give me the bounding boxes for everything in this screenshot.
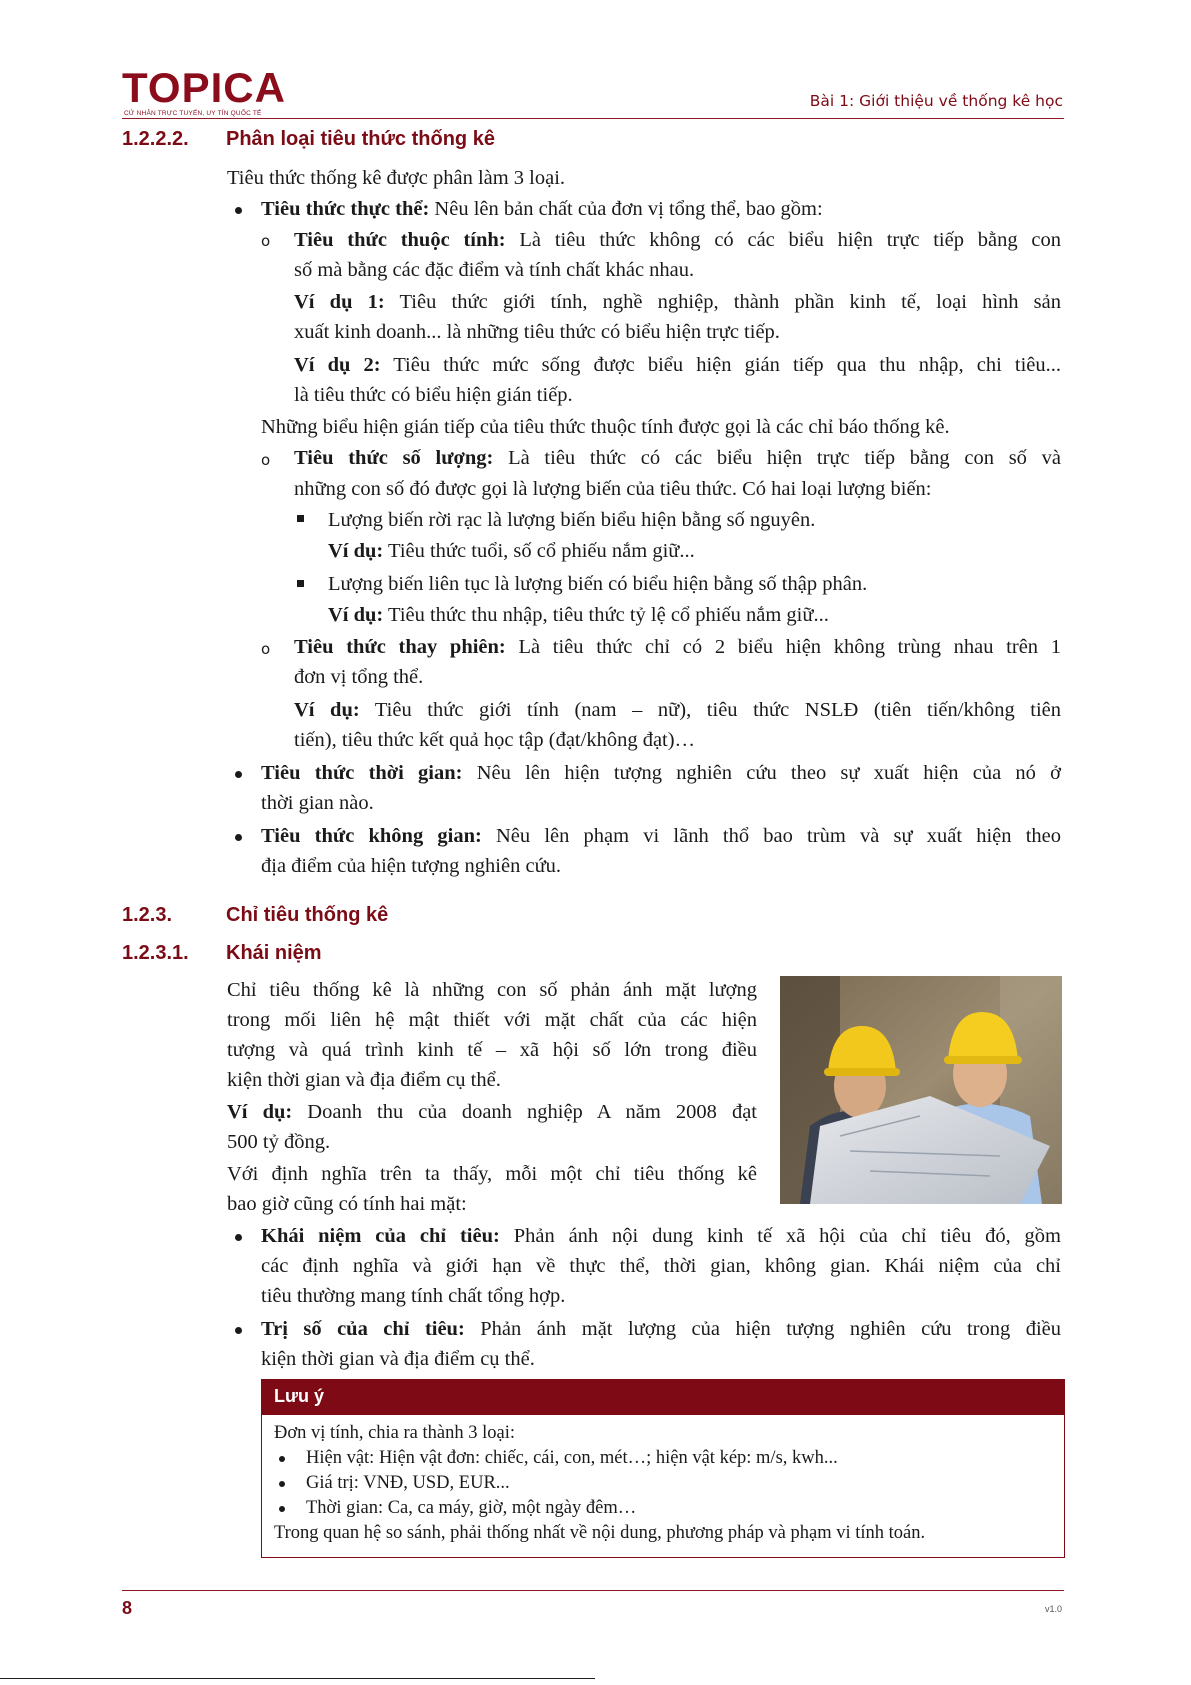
two-sides-line1: Với định nghĩa trên ta thấy, mỗi một chỉ tiêu thống kê [227,1163,757,1185]
bullet-tieu-thuc-thoi-gian-line2: thời gian nào. [261,792,374,814]
heading-1-2-3: 1.2.3. Chỉ tiêu thống kê [122,904,389,926]
definition-line1: Chỉ tiêu thống kê là những con số phản ánh mặt lượng [227,979,757,1001]
sub-bullet-circle: o [261,451,271,469]
logo-tagline: CỬ NHÂN TRỰC TUYẾN, UY TÍN QUỐC TẾ [124,110,262,117]
discrete-variable-text: Lượng biến rời rạc là lượng biến biểu hiện bằng số nguyên. [328,509,816,531]
heading-1-2-2-2: 1.2.2.2. Phân loại tiêu thức thống kê [122,128,495,150]
example-3-line1: Ví dụ: Tiêu thức giới tính (nam – nữ), tiêu thức NSLĐ (tiên tiến/không tiên [294,699,1061,721]
note-item-time: Thời gian: Ca, ca máy, giờ, một ngày đêm… [306,1498,637,1518]
example-1-line1: Ví dụ 1: Tiêu thức giới tính, nghề nghiệp, thành phần kinh tế, loại hình sản [294,291,1061,313]
concept-of-indicator-line1: Khái niệm của chỉ tiêu: Phản ánh nội dung kinh tế xã hội của chỉ tiêu đó, gồm [261,1225,1062,1247]
sub-bullet-circle: o [261,640,271,658]
topica-logo [122,64,286,120]
definition-line4: kiện thời gian và địa điểm cụ thể. [227,1069,501,1091]
engineers-photo [780,976,1062,1204]
discrete-example: Ví dụ: Tiêu thức tuổi, số cổ phiếu nắm giữ... [328,540,695,562]
sub-tieu-thuc-thuoc-tinh-line1: Tiêu thức thuộc tính: Là tiêu thức không có các biểu hiện trực tiếp bằng con [294,229,1061,251]
note-line-comparison: Trong quan hệ so sánh, phải thống nhất về nội dung, phương pháp và phạm vi tính toán. [274,1523,926,1543]
indicator-value-line2: kiện thời gian và địa điểm cụ thể. [261,1348,535,1370]
indirect-indicator-note: Những biểu hiện gián tiếp của tiêu thức thuộc tính được gọi là các chỉ báo thống kê. [261,416,950,438]
two-sides-line2: bao giờ cũng có tính hai mặt: [227,1193,467,1215]
version-label: v1.0 [1044,1604,1062,1614]
bullet-dot [235,771,242,778]
square-bullet [297,580,304,587]
concept-of-indicator-line3: tiêu thường mang tính chất tổng hợp. [261,1285,566,1307]
sub-tieu-thuc-thay-phien-line1: Tiêu thức thay phiên: Là tiêu thức chỉ có 2 biểu hiện không trùng nhau trên 1 [294,636,1061,658]
sub-tieu-thuc-thay-phien-line2: đơn vị tổng thể. [294,666,424,688]
sub-tieu-thuc-so-luong-line1: Tiêu thức số lượng: Là tiêu thức có các biểu hiện trực tiếp bằng con số và [294,447,1062,469]
revenue-example-line1: Ví dụ: Doanh thu của doanh nghiệp A năm 2008 đạt [227,1101,757,1123]
bullet-dot [235,834,242,841]
page-number: 8 [122,1598,133,1618]
example-2-line1: Ví dụ 2: Tiêu thức mức sống được biểu hiện gián tiếp qua thu nhập, chi tiêu... [294,354,1061,376]
bullet-dot [235,207,242,214]
intro-text: Tiêu thức thống kê được phân làm 3 loại. [227,167,566,189]
definition-line3: tượng và quá trình kinh tế – xã hội số lớn trong điều [227,1039,757,1061]
note-header [261,1379,1065,1415]
lesson-title: Bài 1: Giới thiệu về thống kê học [809,92,1063,110]
example-1-line2: xuất kinh doanh... là những tiêu thức có biểu hiện trực tiếp. [294,321,780,343]
note-bullet [279,1481,285,1487]
note-line-units: Đơn vị tính, chia ra thành 3 loại: [274,1423,515,1443]
bullet-dot [235,1234,242,1241]
concept-of-indicator-line2: các định nghĩa và giới hạn về thực thể, thời gian, không gian. Khái niệm của chỉ [261,1255,1061,1277]
heading-1-2-3-1: 1.2.3.1. Khái niệm [122,942,322,964]
sub-tieu-thuc-so-luong-line2: những con số đó được gọi là lượng biến của tiêu thức. Có hai loại lượng biến: [294,478,932,500]
bullet-tieu-thuc-thuc-the: Tiêu thức thực thể: Nêu lên bản chất của đơn vị tổng thể, bao gồm: [261,198,823,220]
bullet-tieu-thuc-khong-gian-line2: địa điểm của hiện tượng nghiên cứu. [261,855,562,877]
sub-bullet-circle: o [261,232,271,250]
example-2-line2: là tiêu thức có biểu hiện gián tiếp. [294,384,573,406]
continuous-example: Ví dụ: Tiêu thức thu nhập, tiêu thức tỷ lệ cổ phiếu nắm giữ... [328,604,829,626]
example-3-line2: tiến), tiêu thức kết quả học tập (đạt/không đạt)… [294,729,696,751]
note-bullet [279,1506,285,1512]
bullet-dot [235,1327,242,1334]
continuous-variable-text: Lượng biến liên tục là lượng biến có biểu hiện bằng số thập phân. [328,573,868,595]
bottom-line [0,1678,595,1679]
note-item-value: Giá trị: VNĐ, USD, EUR... [306,1473,510,1493]
revenue-example-line2: 500 tỷ đồng. [227,1131,331,1153]
logo-wordmark: TOPICA [122,64,286,111]
engineers-illustration [780,976,1062,1204]
square-bullet [297,515,304,522]
note-bullet [279,1456,285,1462]
definition-line2: trong mối liên hệ mật thiết với mặt chất của các hiện [227,1009,757,1031]
indicator-value-line1: Trị số của chỉ tiêu: Phản ánh mặt lượng của hiện tượng nghiên cứu trong điều [261,1318,1061,1340]
sub-tieu-thuc-thuoc-tinh-line2: số mà bằng các đặc điểm và tính chất khác nhau. [294,259,695,281]
header-divider [122,118,1064,119]
note-item-physical: Hiện vật: Hiện vật đơn: chiếc, cái, con, mét…; hiện vật kép: m/s, kwh... [306,1448,838,1468]
note-title: Lưu ý [274,1386,325,1406]
bullet-tieu-thuc-thoi-gian-line1: Tiêu thức thời gian: Nêu lên hiện tượng nghiên cứu theo sự xuất hiện của nó ở [261,762,1061,784]
footer-divider [122,1590,1064,1591]
bullet-tieu-thuc-khong-gian-line1: Tiêu thức không gian: Nêu lên phạm vi lãnh thổ bao trùm và sự xuất hiện theo [261,825,1061,847]
